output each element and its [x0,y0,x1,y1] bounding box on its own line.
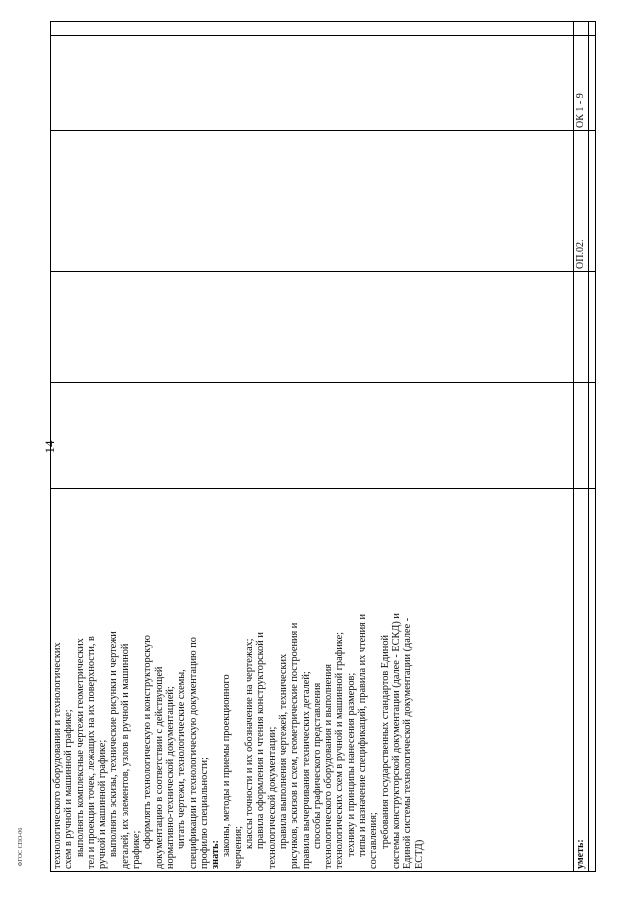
requirements-text [52,491,425,869]
text-line: черчения; [232,825,244,869]
text-line: документацию в соответствии с действующей [153,666,165,869]
text-line: выполнять комплексные чертежи геометрических [74,638,86,857]
text-line: читать чертежи, технологические схемы, [176,669,188,849]
text-line: нормативно-технической документацией; [164,686,176,869]
empty-cell [51,272,574,383]
text-line: профилю специальности; [198,757,210,869]
table-row [589,22,596,872]
skills-label-cell: уметь: [574,489,589,872]
text-line: технологической документации; [266,726,278,869]
table-row [51,22,574,872]
empty-cell [51,383,574,489]
page-number: 14 [42,440,57,454]
empty-cell [589,489,596,872]
rotated-table-container [50,32,590,872]
text-line: правила вычерчивания технических деталей; [300,671,312,869]
text-line: ЕСТД) [413,839,425,869]
empty-cell [574,383,589,489]
text-line: деталей, их элементов, узлов в ручной и машинной [119,643,131,869]
text-line: технику и принципы нанесения размеров; [345,672,357,857]
empty-cell [574,22,589,36]
text-line: требования государственных стандартов Единой [379,635,391,849]
text-line: Единой системы технологической документации (далее - [402,617,414,869]
empty-cell [51,36,574,131]
empty-cell [51,22,574,36]
text-line: составления; [368,812,380,869]
empty-cell [589,22,596,36]
empty-cell [589,383,596,489]
text-line: технологического оборудования и технологических [52,642,63,869]
empty-cell [589,272,596,383]
discipline-code-cell: ОП.02. [574,131,589,272]
empty-cell [589,36,596,131]
text-line: правила выполнения чертежей, технических [277,653,289,849]
text-line: схем в ручной и машинной графике; [63,709,75,869]
table-row [574,22,589,872]
text-line: выполнять эскизы, технические рисунки и чертежи [108,631,120,857]
text-line: оформлять технологическую и конструкторскую [142,635,154,849]
empty-cell [574,272,589,383]
empty-cell [589,131,596,272]
text-line: ручной и машинной графике; [97,739,109,869]
text-line: знать: [210,840,222,869]
text-line: рисунков, эскизов и схем, геометрические построения и [289,622,301,869]
text-line: классы точности и их обозначение на чертежах; [244,638,256,849]
text-line: типы и назначение спецификаций, правила их чтения и [357,614,369,857]
text-line: технологического оборудования и выполнения [323,664,335,869]
text-line: системы конструкторской документации (далее - ЕСКД) и [390,613,402,869]
text-line: технологических схем в ручной и машинной графике; [334,631,346,869]
text-line: спецификации и технологическую документацию по [187,637,199,869]
text-line: графике; [131,830,143,869]
text-line: законы, методы и приемы проекционного [221,674,233,857]
competency-table [50,21,596,872]
competence-code-cell: ОК 1 - 9 [574,36,589,131]
footer-code: ФГОС СПО-06 [18,827,24,867]
empty-cell [51,131,574,272]
text-line: способы графического представления [311,682,323,849]
requirements-cell [51,489,574,872]
text-line: правила оформления и чтения конструкторской и [255,632,267,849]
text-line: тел и проекции точек, лежащих на их поверхности, в [85,636,97,869]
